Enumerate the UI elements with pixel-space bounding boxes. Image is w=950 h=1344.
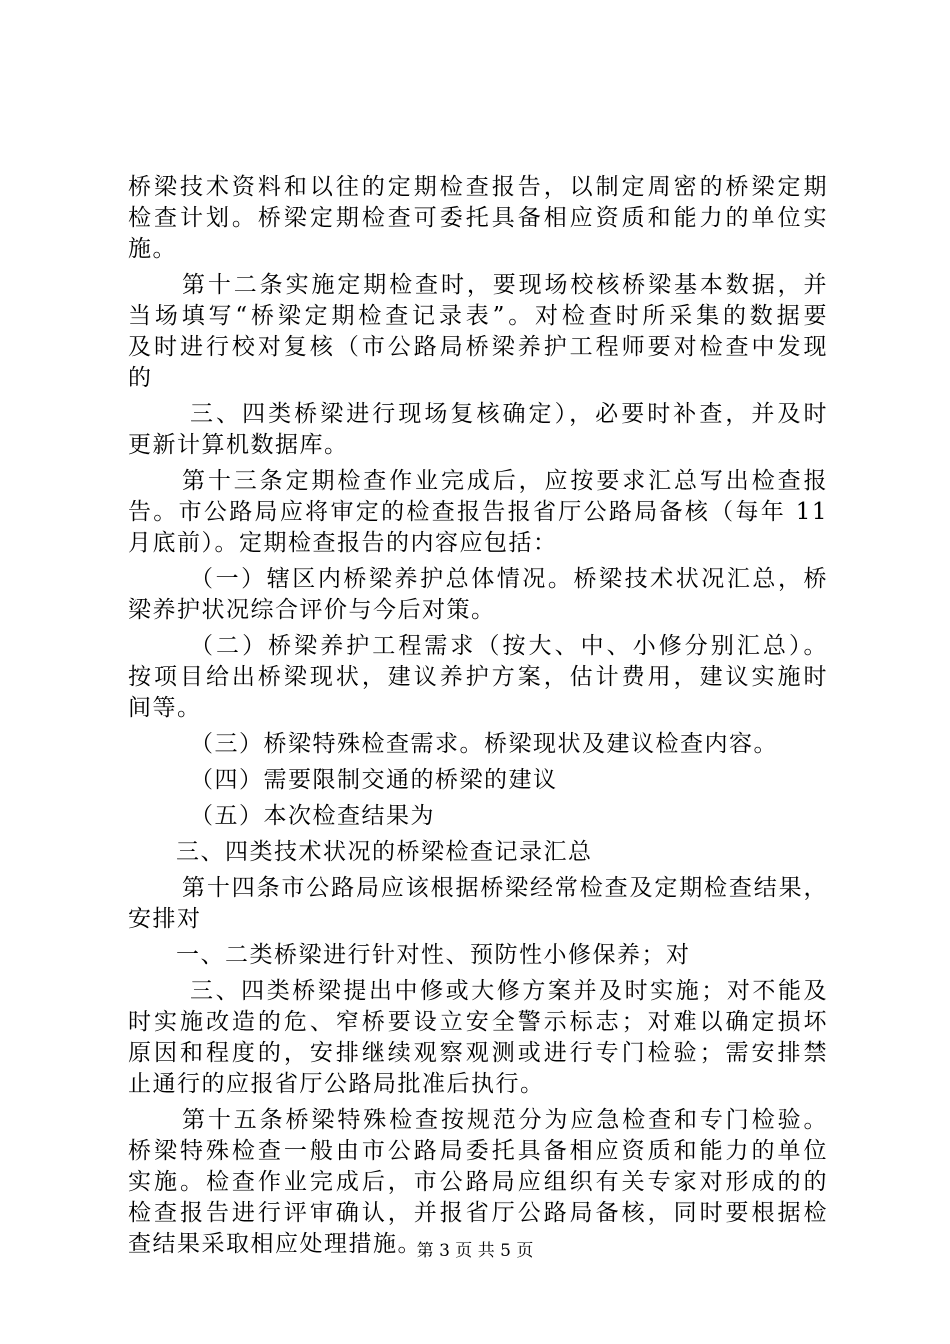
text-line: 时实施改造的危、窄桥要设立安全警示标志；对难以确定损坏: [128, 1009, 828, 1035]
text-line: 第十四条市公路局应该根据桥梁经常检查及定期检查结果，: [182, 875, 828, 901]
text-line: 查结果采取相应处理措施。: [128, 1231, 422, 1257]
text-line: （五）本次检查结果为: [190, 803, 435, 829]
text-line: 当场填写“桥梁定期检查记录表”。对检查时所采集的数据要: [128, 303, 828, 329]
text-line: 桥梁特殊检查一般由市公路局委托具备相应资质和能力的单位: [128, 1138, 828, 1164]
text-line: 三、四类桥梁进行现场复核确定），必要时补查，并及时: [190, 401, 828, 427]
text-line: 实施。检查作业完成后，市公路局应组织有关专家对形成的的: [128, 1169, 828, 1195]
text-line: （一）辖区内桥梁养护总体情况。桥梁技术状况汇总，桥: [190, 566, 828, 592]
text-line: （二）桥梁养护工程需求（按大、中、小修分别汇总）。: [190, 633, 828, 659]
document-body: [128, 172, 828, 1260]
text-line: 桥梁技术资料和以往的定期检查报告，以制定周密的桥梁定期: [128, 174, 828, 200]
text-line: 第十二条实施定期检查时，要现场校核桥梁基本数据，并: [182, 272, 828, 298]
text-line: 检查计划。桥梁定期检查可委托具备相应资质和能力的单位实: [128, 205, 828, 231]
text-line: 间等。: [128, 695, 202, 721]
text-line: 一、二类桥梁进行针对性、预防性小修保养；对: [176, 942, 691, 968]
page-footer: 第 3 页 共 5 页: [416, 1241, 534, 1261]
text-line: 按项目给出桥梁现状，建议养护方案，估计费用，建议实施时: [128, 664, 828, 690]
text-line: 三、四类桥梁提出中修或大修方案并及时实施；对不能及: [190, 978, 828, 1004]
text-line: 安排对: [128, 906, 202, 932]
text-line: 施。: [128, 236, 177, 262]
text-line: 的: [128, 365, 153, 391]
text-line: 第十五条桥梁特殊检查按规范分为应急检查和专门检验。: [182, 1107, 828, 1133]
text-line: 第十三条定期检查作业完成后，应按要求汇总写出检查报: [182, 468, 828, 494]
text-line: （三）桥梁特殊检查需求。桥梁现状及建议检查内容。: [190, 731, 778, 757]
text-line: 止通行的应报省厅公路局批准后执行。: [128, 1071, 545, 1097]
text-line: 更新计算机数据库。: [128, 432, 349, 458]
text-line: 原因和程度的，安排继续观察观测或进行专门检验；需安排禁: [128, 1040, 828, 1066]
text-line: 告。市公路局应将审定的检查报告报省厅公路局备核（每年 11: [128, 499, 828, 525]
text-line: 月底前）。定期检查报告的内容应包括：: [128, 530, 558, 556]
text-line: 三、四类技术状况的桥梁检查记录汇总: [176, 839, 593, 865]
text-line: 梁养护状况综合评价与今后对策。: [128, 597, 496, 623]
text-line: 及时进行校对复核（市公路局桥梁养护工程师要对检查中发现: [128, 334, 828, 360]
text-line: 检查报告进行评审确认，并报省厅公路局备核，同时要根据检: [128, 1200, 828, 1226]
text-line: （四）需要限制交通的桥梁的建议: [190, 767, 558, 793]
